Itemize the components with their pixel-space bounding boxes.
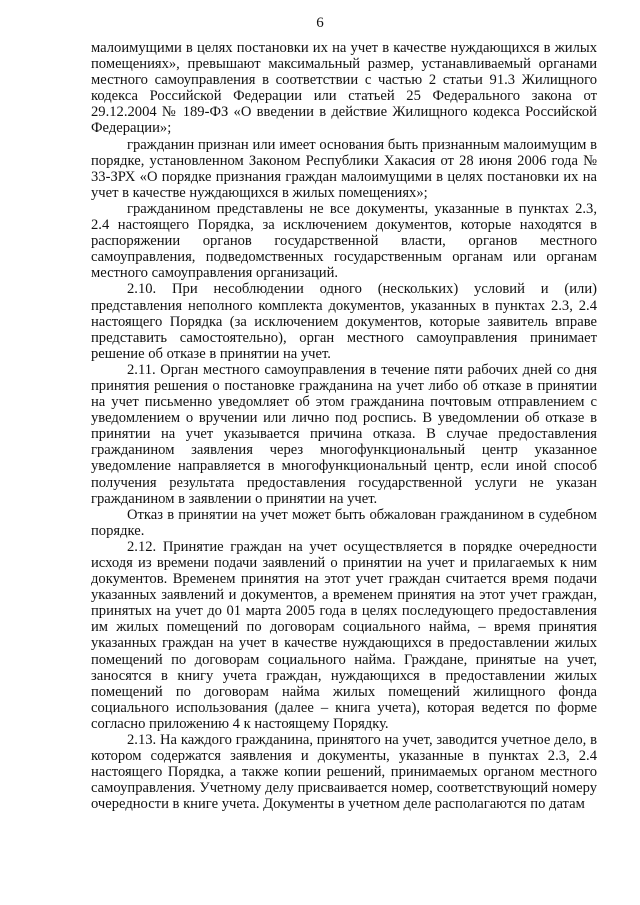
- document-body: [91, 40, 597, 813]
- paragraph-2-12: 2.12. Принятие граждан на учет осуществляется в порядке очередности исходя из времени подачи заявлений о принятии на учет и прилагаемых к ним документов. Временем принятия на этот учет граждан считается время подачи указанных заявлений и документов, а временем принятия на этот учет граждан, принятых на учет до 01 марта 2005 года в целях последующего предоставления им жилых помещений по договорам социального найма, – время принятия указанных граждан на учет в качестве нуждающихся в предоставлении жилых помещений по договорам социального найма. Граждане, принятые на учет, заносятся в книгу учета граждан, нуждающихся в предоставлении жилых помещений по договорам найма жилых помещений жилищного фонда социального использования (далее – книга учета), которая ведется по форме согласно приложению 4 к настоящему Порядку.: [91, 538, 597, 732]
- paragraph-1: малоимущими в целях постановки их на учет в качестве нуждающихся в жилых помещениях», превышают максимальный размер, устанавливаемый органами местного самоуправления в соответствии с частью 2 статьи 91.3 Жилищного кодекса Российской Федерации или статьей 25 Федерального закона от 29.12.2004 № 189-ФЗ «О введении в действие Жилищного кодекса Российской Федерации»;: [91, 40, 597, 137]
- paragraph-appeal: Отказ в принятии на учет может быть обжалован гражданином в судебном порядке.: [91, 506, 597, 539]
- page-number: 6: [316, 15, 324, 31]
- paragraph-2: гражданин признан или имеет основания быть признанным малоимущим в порядке, установленном Законом Республики Хакасия от 28 июня 2006 года № 33-ЗРХ «О порядке признания граждан малоимущими в целях постановки их на учет в качестве нуждающихся в жилых помещениях»;: [91, 136, 597, 201]
- paragraph-2-13: 2.13. На каждого гражданина, принятого на учет, заводится учетное дело, в котором содержатся заявления и документы, указанные в пунктах 2.3, 2.4 настоящего Порядка, а также копии решений, принимаемых органом местного самоуправления. Учетному делу присваивается номер, соответствующий номеру очередности в книге учета. Документы в учетном деле располагаются по датам: [91, 732, 597, 813]
- paragraph-3: гражданином представлены не все документы, указанные в пунктах 2.3, 2.4 настоящего Порядка, за исключением документов, которые находятся в распоряжении органов государственной власти, органов местного самоуправления, подведомственных государственным органам или органам местного самоуправления организаций.: [91, 200, 597, 282]
- paragraph-2-10: 2.10. При несоблюдении одного (нескольких) условий и (или) представления неполного комплекта документов, указанных в пунктах 2.3, 2.4 настоящего Порядка (за исключением документов, которые заявитель вправе представить самостоятельно), орган местного самоуправления принимает решение об отказе в принятии на учет.: [91, 281, 597, 362]
- paragraph-2-11: 2.11. Орган местного самоуправления в течение пяти рабочих дней со дня принятия решения о постановке гражданина на учет либо об отказе в принятии на учет письменно уведомляет об этом гражданина почтовым отправлением с уведомлением о вручении или лично под роспись. В уведомлении об отказе в принятии на учет указывается причина отказа. В случае предоставления гражданином заявления через многофункциональный центр указанное уведомление направляется в многофункциональный центр, если иной способ получения результата предоставления государственной услуги не указан гражданином в заявлении о принятии на учет.: [91, 361, 597, 507]
